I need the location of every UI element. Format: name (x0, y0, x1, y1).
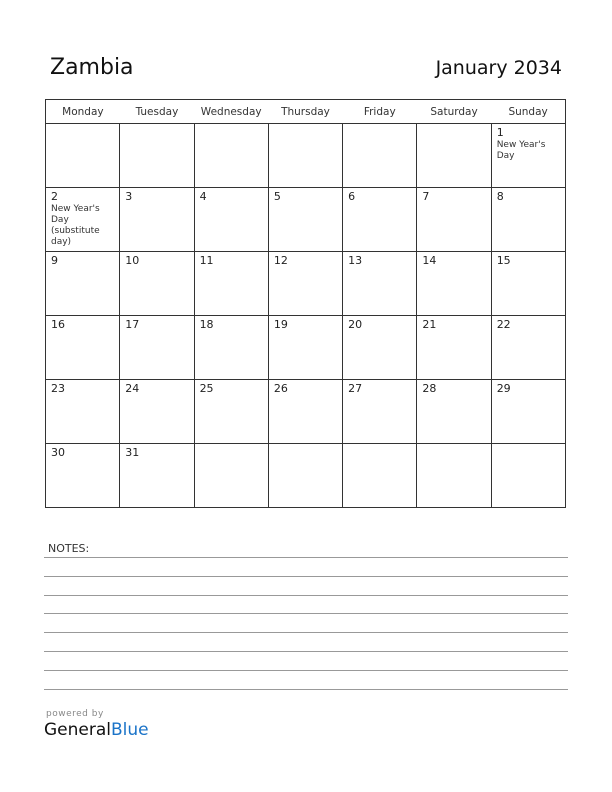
day-cell (417, 444, 491, 508)
day-cell (46, 444, 120, 508)
day-cell (343, 188, 417, 252)
day-cell (268, 188, 342, 252)
note-line (44, 670, 568, 671)
day-number: 17 (125, 318, 140, 331)
day-cell (268, 444, 342, 508)
day-number: 2 (51, 190, 58, 203)
day-cell (120, 380, 194, 444)
day-number: 9 (51, 254, 58, 267)
note-line (44, 632, 568, 633)
day-number: 11 (199, 254, 214, 267)
week-row (46, 380, 566, 444)
day-cell (268, 316, 342, 380)
day-cell (46, 124, 120, 188)
day-cell (417, 316, 491, 380)
weekday-header: Sunday (491, 100, 565, 124)
day-number: 5 (273, 190, 281, 203)
day-cell (491, 252, 565, 316)
day-cell (194, 444, 268, 508)
weekday-header: Thursday (268, 100, 342, 124)
day-number: 22 (496, 318, 511, 331)
week-row (46, 444, 566, 508)
day-cell (194, 124, 268, 188)
day-number: 13 (348, 254, 363, 267)
day-cell (46, 380, 120, 444)
day-number: 3 (125, 190, 133, 203)
day-cell (46, 252, 120, 316)
day-cell (194, 380, 268, 444)
week-row (46, 316, 566, 380)
day-cell (343, 380, 417, 444)
day-cell (194, 252, 268, 316)
day-number: 15 (496, 254, 511, 267)
day-cell (268, 380, 342, 444)
day-number: 24 (125, 382, 140, 395)
day-cell (417, 252, 491, 316)
day-cell (268, 124, 342, 188)
brand-blue: Blue (111, 720, 149, 740)
day-number: 19 (273, 318, 288, 331)
day-number: 27 (348, 382, 363, 395)
day-number: 16 (51, 318, 65, 331)
day-cell (343, 316, 417, 380)
day-number: 31 (125, 446, 140, 459)
day-cell (491, 188, 565, 252)
note-line (44, 689, 568, 690)
day-cell (46, 316, 120, 380)
holiday-label: New Year's Day (substitute day) (51, 204, 100, 247)
day-cell (120, 124, 194, 188)
weekday-header: Tuesday (120, 100, 194, 124)
note-line (44, 557, 568, 558)
day-number: 10 (125, 254, 140, 267)
day-number: 18 (199, 318, 214, 331)
day-number: 1 (496, 126, 504, 139)
day-cell (46, 188, 120, 252)
day-cell (491, 380, 565, 444)
notes-label: NOTES: (48, 542, 90, 555)
week-row (46, 124, 566, 188)
brand-general: General (44, 720, 111, 740)
day-number: 4 (199, 190, 207, 203)
note-line (44, 613, 568, 614)
week-row (46, 188, 566, 252)
weekday-header: Friday (343, 100, 417, 124)
month-title: January 2034 (435, 57, 562, 79)
day-cell (417, 124, 491, 188)
day-number: 28 (422, 382, 437, 395)
weekday-header-row (46, 100, 566, 124)
week-row (46, 252, 566, 316)
powered-by-text: powered by (46, 709, 104, 719)
day-number: 20 (348, 318, 363, 331)
day-cell (120, 252, 194, 316)
calendar-grid (45, 99, 566, 508)
note-line (44, 595, 568, 596)
day-cell (343, 124, 417, 188)
weekday-header: Monday (46, 100, 120, 124)
day-number: 6 (348, 190, 356, 203)
day-cell (491, 124, 565, 188)
day-cell (194, 188, 268, 252)
holiday-label: New Year's Day (496, 140, 546, 161)
day-number: 21 (422, 318, 437, 331)
day-number: 12 (273, 254, 288, 267)
day-cell (343, 444, 417, 508)
day-number: 8 (496, 190, 504, 203)
day-number: 14 (422, 254, 437, 267)
country-title: Zambia (50, 55, 134, 80)
day-number: 29 (496, 382, 511, 395)
note-line (44, 651, 568, 652)
brand-logo[interactable] (44, 720, 149, 740)
weekday-header: Wednesday (194, 100, 268, 124)
day-number: 25 (199, 382, 214, 395)
day-number: 23 (51, 382, 65, 395)
day-cell (268, 252, 342, 316)
weekday-header: Saturday (417, 100, 491, 124)
day-cell (417, 380, 491, 444)
day-cell (120, 188, 194, 252)
day-number: 30 (51, 446, 65, 459)
day-cell (491, 444, 565, 508)
day-cell (491, 316, 565, 380)
day-number: 7 (422, 190, 430, 203)
day-number: 26 (273, 382, 288, 395)
calendar-body (46, 124, 566, 508)
day-cell (120, 444, 194, 508)
day-cell (343, 252, 417, 316)
day-cell (120, 316, 194, 380)
day-cell (417, 188, 491, 252)
day-cell (194, 316, 268, 380)
note-line (44, 576, 568, 577)
